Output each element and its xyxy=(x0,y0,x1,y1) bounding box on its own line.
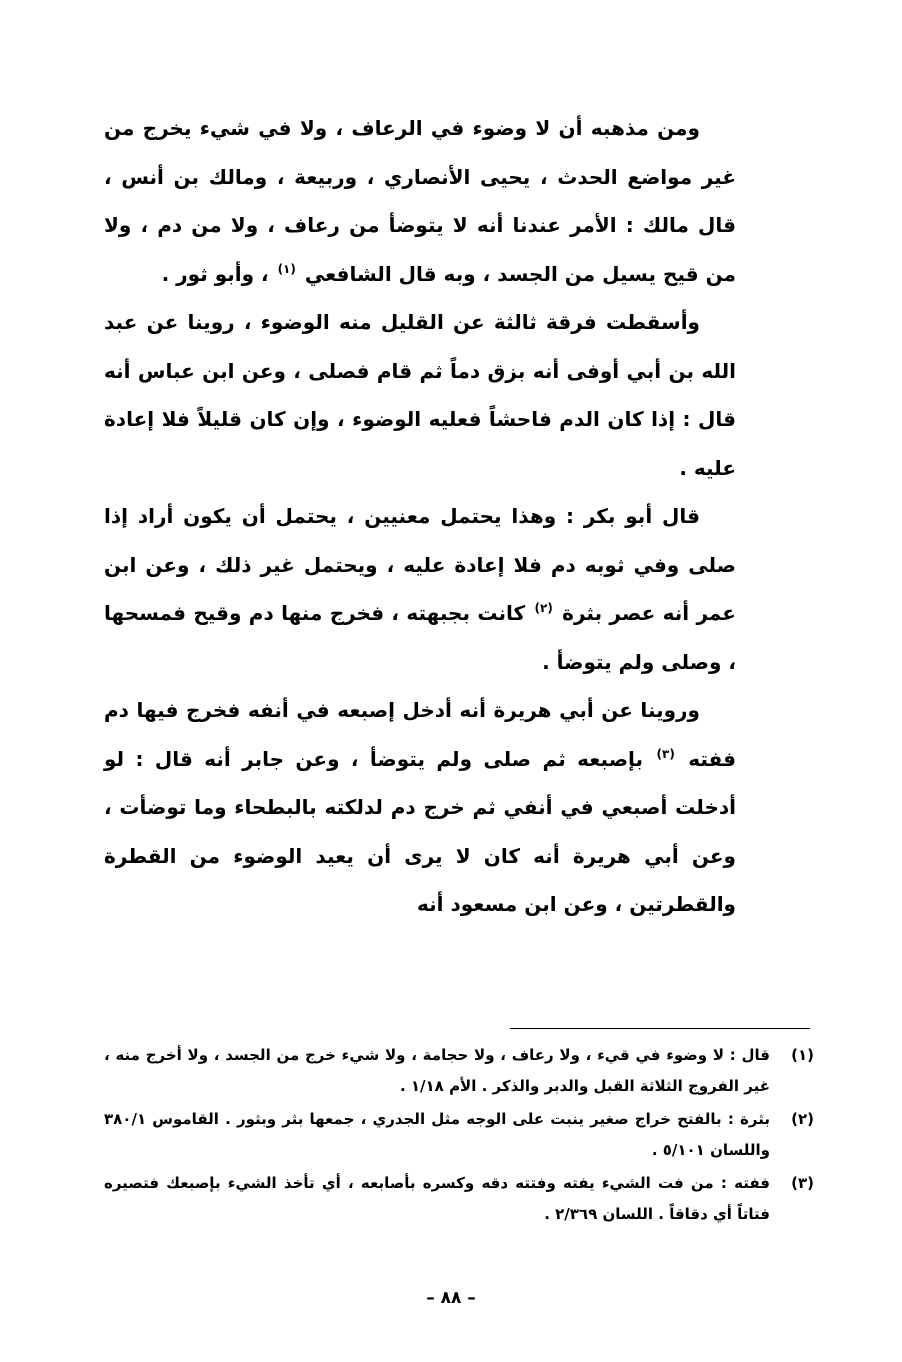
paragraph xyxy=(104,298,736,492)
footnote-number: (١) xyxy=(791,1046,814,1064)
paragraph xyxy=(104,104,736,298)
paragraph-text: بإصبعه ثم صلى ولم يتوضأ ، وعن جابر أنه قال : لو أدخلت أصبعي في أنفي ثم خرج دم لدلكته بالبطحاء وما توضأت ، وعن أبي هريرة أنه كان لا يرى أن يعيد الوضوء من القطرة والقطرتين ، وعن ابن مسعود أنه xyxy=(104,746,736,916)
footnote-2 xyxy=(104,1104,814,1166)
footnote-number: (٣) xyxy=(791,1174,814,1192)
paragraph-text: وروينا عن أبي هريرة أنه أدخل إصبعه في أنفه فخرج فيها دم ففته xyxy=(104,698,737,771)
page-number: – ٨٨ – xyxy=(426,1288,476,1308)
footnote-text: بثرة : بالفتح خراج صغير ينبت على الوجه مثل الجدري ، جمعها بثر وبثور . القاموس ٣٨٠/١ واللسان ٥/١٠١ . xyxy=(104,1110,770,1159)
paragraph xyxy=(104,492,736,686)
footnote-text: قال : لا وضوء في قيء ، ولا رعاف ، ولا حجامة ، ولا شيء خرج من الجسد ، ولا أخرج منه ، غير الفروج الثلاثة القبل والدبر والذكر . الأم ١/١٨ . xyxy=(104,1046,770,1095)
paragraph-text: وأسقطت فرقة ثالثة عن القليل منه الوضوء ، روينا عن عبد الله بن أبي أوفى أنه بزق دماً ثم قام فصلى ، وعن ابن عباس أنه قال : إذا كان الدم فاحشاً فعليه الوضوء ، وإن كان قليلاً فلا إعادة عليه . xyxy=(104,310,736,480)
footnote-number: (٢) xyxy=(791,1110,814,1128)
paragraph-text: قال أبو بكر : وهذا يحتمل معنيين ، يحتمل أن يكون أراد إذا صلى وفي ثوبه دم فلا إعادة عليه ، ويحتمل غير ذلك ، وعن ابن عمر أنه عصر بثرة xyxy=(104,504,736,625)
paragraph-text: كانت بجبهته ، فخرج منها دم وقيح فمسحها ، وصلى ولم يتوضأ . xyxy=(104,601,736,674)
footnotes xyxy=(104,1040,814,1232)
footnote-3 xyxy=(104,1168,814,1230)
main-text xyxy=(104,104,736,929)
footnote-separator xyxy=(510,1028,810,1029)
paragraph-text: ومن مذهبه أن لا وضوء في الرعاف ، ولا في شيء يخرج من غير مواضع الحدث ، يحيى الأنصاري ، وربيعة ، ومالك بن أنس ، قال مالك : الأمر عندنا أنه لا يتوضأ من رعاف ، ولا من دم ، ولا من قيح يسيل من الجسد ، وبه قال الشافعي xyxy=(104,116,736,286)
footnote-text: ففته : من فت الشيء يفته وفتته دقه وكسره بأصابعه ، أي تأخذ الشيء بإصبعك فتصيره فتاتاً أي دقاقاً . اللسان ٢/٣٦٩ . xyxy=(104,1174,770,1223)
footnote-ref-2: (٢) xyxy=(534,601,553,616)
footnote-ref-3: (٣) xyxy=(656,746,675,761)
paragraph-text: ، وأبو ثور . xyxy=(161,261,269,286)
footnote-ref-1: (١) xyxy=(277,261,296,276)
paragraph xyxy=(104,686,736,929)
footnote-1 xyxy=(104,1040,814,1102)
